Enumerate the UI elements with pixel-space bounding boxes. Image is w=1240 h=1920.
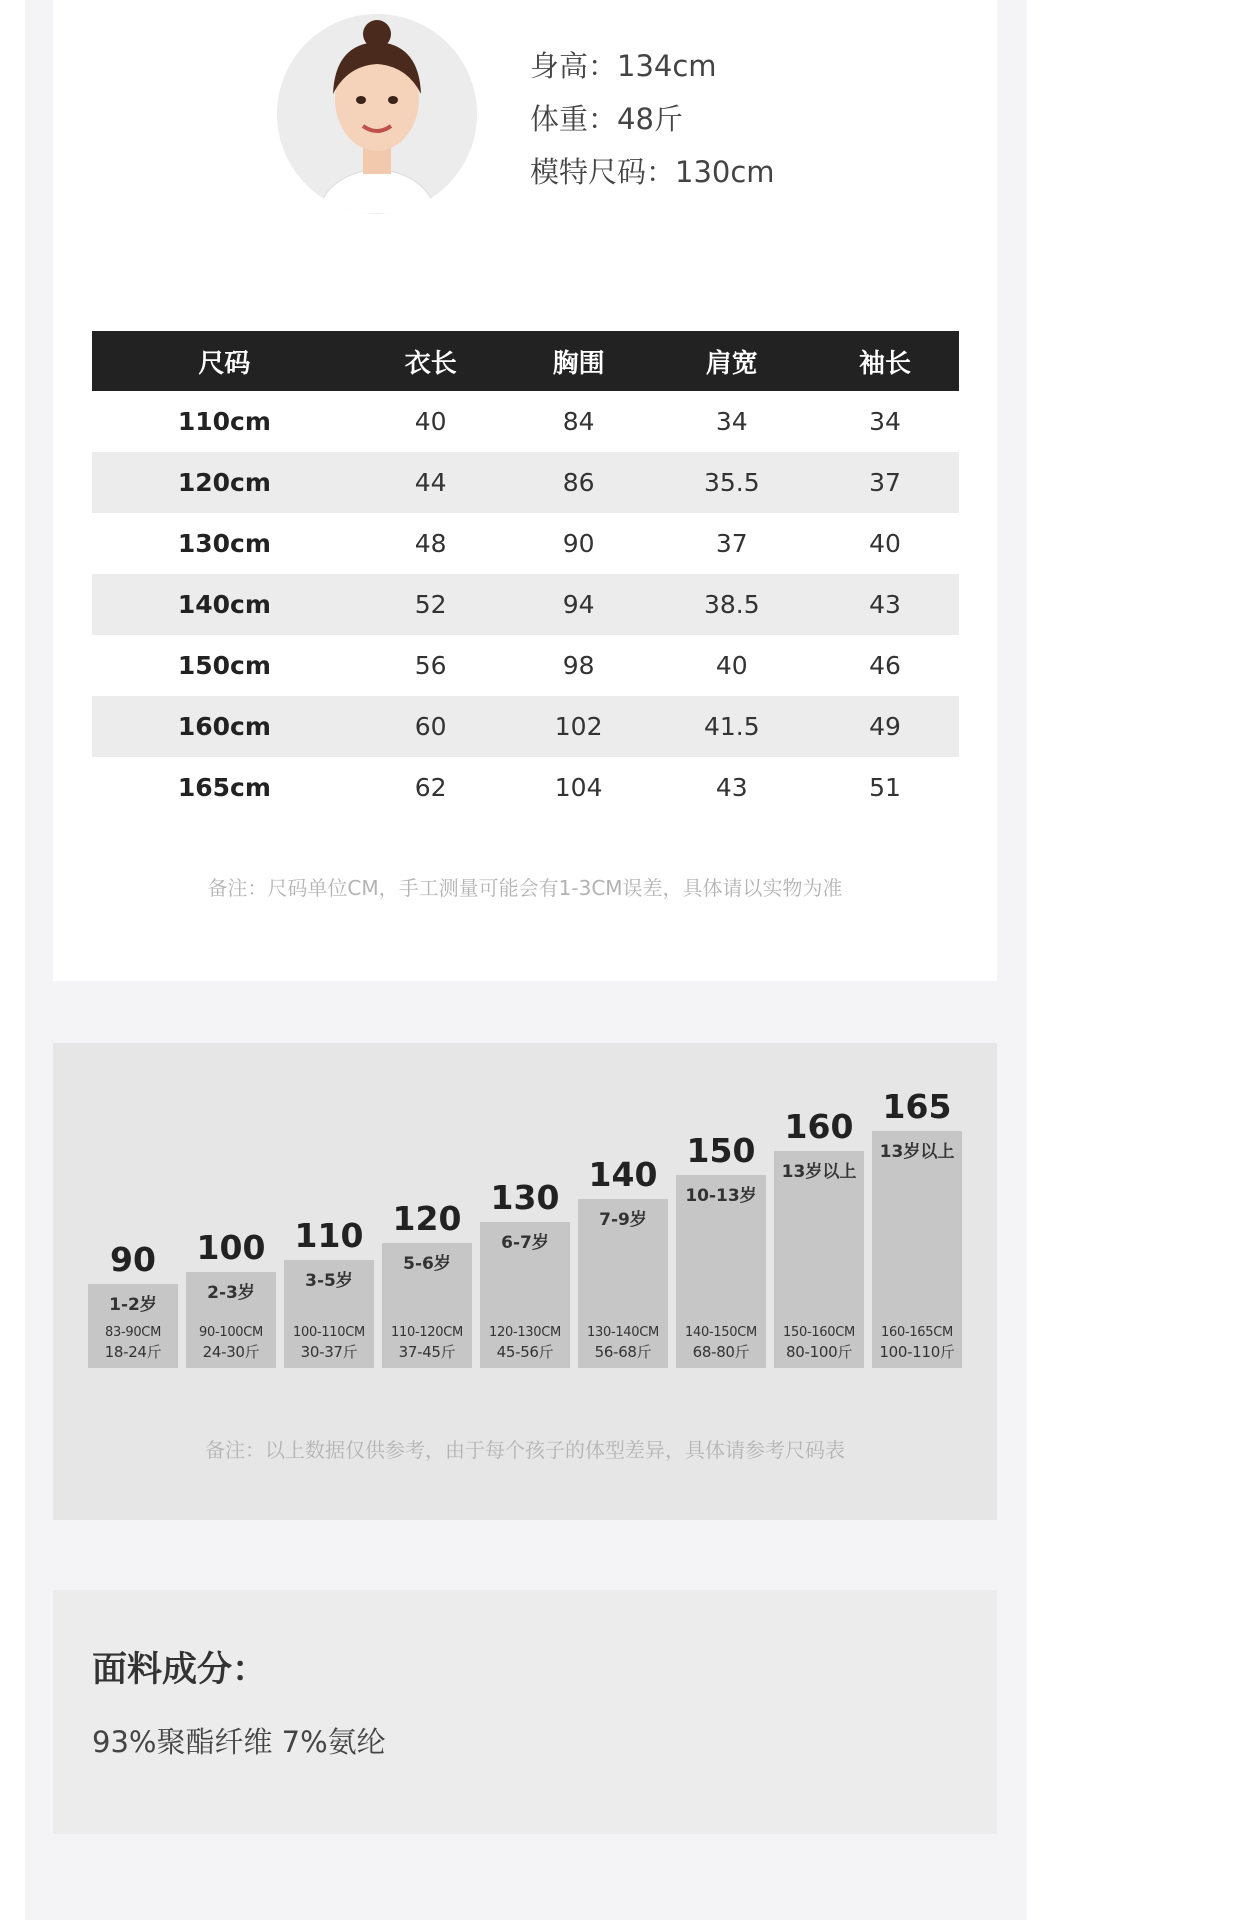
table-cell: 37 xyxy=(811,452,959,513)
table-cell: 43 xyxy=(811,574,959,635)
size-guide-card xyxy=(53,1043,997,1520)
size-bar-110 xyxy=(284,1216,374,1368)
fabric-title: 面料成分： xyxy=(92,1650,268,1690)
fabric-value: 93%聚酯纤维 7%氨纶 xyxy=(92,1725,386,1759)
table-cell: 37 xyxy=(715,529,748,558)
size-bar-height-range: 130-140CM xyxy=(587,1325,659,1340)
table-cell: 94 xyxy=(505,574,653,635)
table-row xyxy=(92,391,959,452)
table-cell: 165cm xyxy=(177,773,271,802)
table-cell: 90 xyxy=(562,529,595,558)
table-row xyxy=(92,452,959,513)
table-cell: 60 xyxy=(357,696,505,757)
table-cell: 43 xyxy=(715,773,748,802)
size-bar-weight-range: 45-56斤 xyxy=(496,1343,554,1361)
size-bar-age: 6-7岁 xyxy=(501,1233,549,1253)
size-guide-bars xyxy=(53,1043,997,1368)
table-cell: 110cm xyxy=(177,407,271,436)
table-cell: 46 xyxy=(869,651,901,680)
table-cell: 49 xyxy=(811,696,959,757)
size-bar-number: 130 xyxy=(490,1178,560,1217)
table-row xyxy=(92,574,959,635)
table-cell: 40 xyxy=(414,407,447,436)
table-cell: 86 xyxy=(505,452,653,513)
size-bar-number: 110 xyxy=(294,1216,364,1255)
size-bar-100 xyxy=(186,1228,276,1368)
table-cell: 40 xyxy=(869,529,901,558)
table-cell: 160cm xyxy=(92,696,357,757)
size-bar-160 xyxy=(774,1107,864,1368)
size-bar-140 xyxy=(578,1155,668,1368)
size-bar-165 xyxy=(872,1087,962,1368)
size-table-header xyxy=(92,331,959,391)
model-height: 身高：134cm xyxy=(530,49,717,83)
header-chest: 胸围 xyxy=(505,331,653,391)
size-guide-note: 备注：以上数据仅供参考，由于每个孩子的体型差异，具体请参考尺码表 xyxy=(205,1438,845,1462)
header-sleeve: 袖长 xyxy=(811,331,959,391)
table-cell: 35.5 xyxy=(653,452,811,513)
size-bar-130 xyxy=(480,1178,570,1368)
size-bar-height-range: 150-160CM xyxy=(783,1325,855,1340)
size-bar-height-range: 120-130CM xyxy=(489,1325,561,1340)
size-bar-number: 150 xyxy=(686,1131,756,1170)
table-cell: 52 xyxy=(357,574,505,635)
table-row xyxy=(92,696,959,757)
size-bar-weight-range: 100-110斤 xyxy=(879,1343,955,1361)
size-bar-number: 165 xyxy=(882,1087,952,1126)
size-bar-number: 160 xyxy=(784,1107,854,1146)
header-shoulder: 肩宽 xyxy=(653,331,811,391)
table-cell: 56 xyxy=(414,651,447,680)
size-bar-number: 140 xyxy=(588,1155,658,1194)
size-bar-weight-range: 30-37斤 xyxy=(300,1343,358,1361)
girl-portrait-icon xyxy=(277,14,477,214)
size-bar-age: 7-9岁 xyxy=(599,1210,647,1230)
size-bar-weight-range: 37-45斤 xyxy=(398,1343,456,1361)
table-cell: 44 xyxy=(357,452,505,513)
model-weight: 体重：48斤 xyxy=(530,102,683,136)
table-cell: 38.5 xyxy=(653,574,811,635)
fabric-card xyxy=(53,1590,997,1834)
size-bar-height-range: 100-110CM xyxy=(293,1325,365,1340)
table-cell: 34 xyxy=(869,407,901,436)
size-bar-weight-range: 68-80斤 xyxy=(692,1343,750,1361)
size-bar-weight-range: 24-30斤 xyxy=(202,1343,260,1361)
size-bar-weight-range: 56-68斤 xyxy=(594,1343,652,1361)
size-bar-weight-range: 18-24斤 xyxy=(104,1343,162,1361)
size-bar-height-range: 90-100CM xyxy=(199,1325,263,1340)
table-cell: 102 xyxy=(505,696,653,757)
table-cell: 150cm xyxy=(177,651,271,680)
size-bar-age: 10-13岁 xyxy=(685,1186,757,1206)
model-stats xyxy=(530,40,775,199)
table-cell: 98 xyxy=(562,651,595,680)
model-size: 模特尺码：130cm xyxy=(530,155,775,189)
table-row xyxy=(92,757,959,818)
table-cell: 130cm xyxy=(177,529,271,558)
table-cell: 104 xyxy=(554,773,603,802)
size-bar-height-range: 160-165CM xyxy=(881,1325,953,1340)
size-bar-age: 3-5岁 xyxy=(305,1271,353,1291)
table-cell: 84 xyxy=(562,407,595,436)
size-bar-height-range: 83-90CM xyxy=(105,1325,161,1340)
size-bar-number: 120 xyxy=(392,1199,462,1238)
size-bar-weight-range: 80-100斤 xyxy=(785,1343,853,1361)
size-bar-120 xyxy=(382,1199,472,1368)
header-size: 尺码 xyxy=(92,331,357,391)
table-row xyxy=(92,513,959,574)
size-bar-age: 13岁以上 xyxy=(781,1162,857,1182)
size-table-note: 备注：尺码单位CM，手工测量可能会有1-3CM误差，具体请以实物为准 xyxy=(207,876,843,900)
table-cell: 62 xyxy=(414,773,447,802)
size-bar-age: 5-6岁 xyxy=(403,1254,451,1274)
size-bar-age: 1-2岁 xyxy=(109,1295,157,1315)
table-cell: 41.5 xyxy=(653,696,811,757)
size-bar-number: 100 xyxy=(196,1228,266,1267)
table-cell: 51 xyxy=(869,773,901,802)
table-cell: 34 xyxy=(715,407,748,436)
size-bar-age: 13岁以上 xyxy=(879,1142,955,1162)
size-bar-height-range: 140-150CM xyxy=(685,1325,757,1340)
header-length: 衣长 xyxy=(357,331,505,391)
size-table xyxy=(92,331,959,818)
size-bar-90 xyxy=(88,1240,178,1368)
model-avatar xyxy=(277,14,477,214)
table-cell: 48 xyxy=(414,529,447,558)
table-cell: 40 xyxy=(715,651,748,680)
table-row xyxy=(92,635,959,696)
size-bar-age: 2-3岁 xyxy=(207,1283,255,1303)
size-bar-150 xyxy=(676,1131,766,1368)
table-cell: 140cm xyxy=(92,574,357,635)
size-bar-number: 90 xyxy=(110,1240,156,1279)
table-cell: 120cm xyxy=(92,452,357,513)
size-bar-height-range: 110-120CM xyxy=(391,1325,463,1340)
